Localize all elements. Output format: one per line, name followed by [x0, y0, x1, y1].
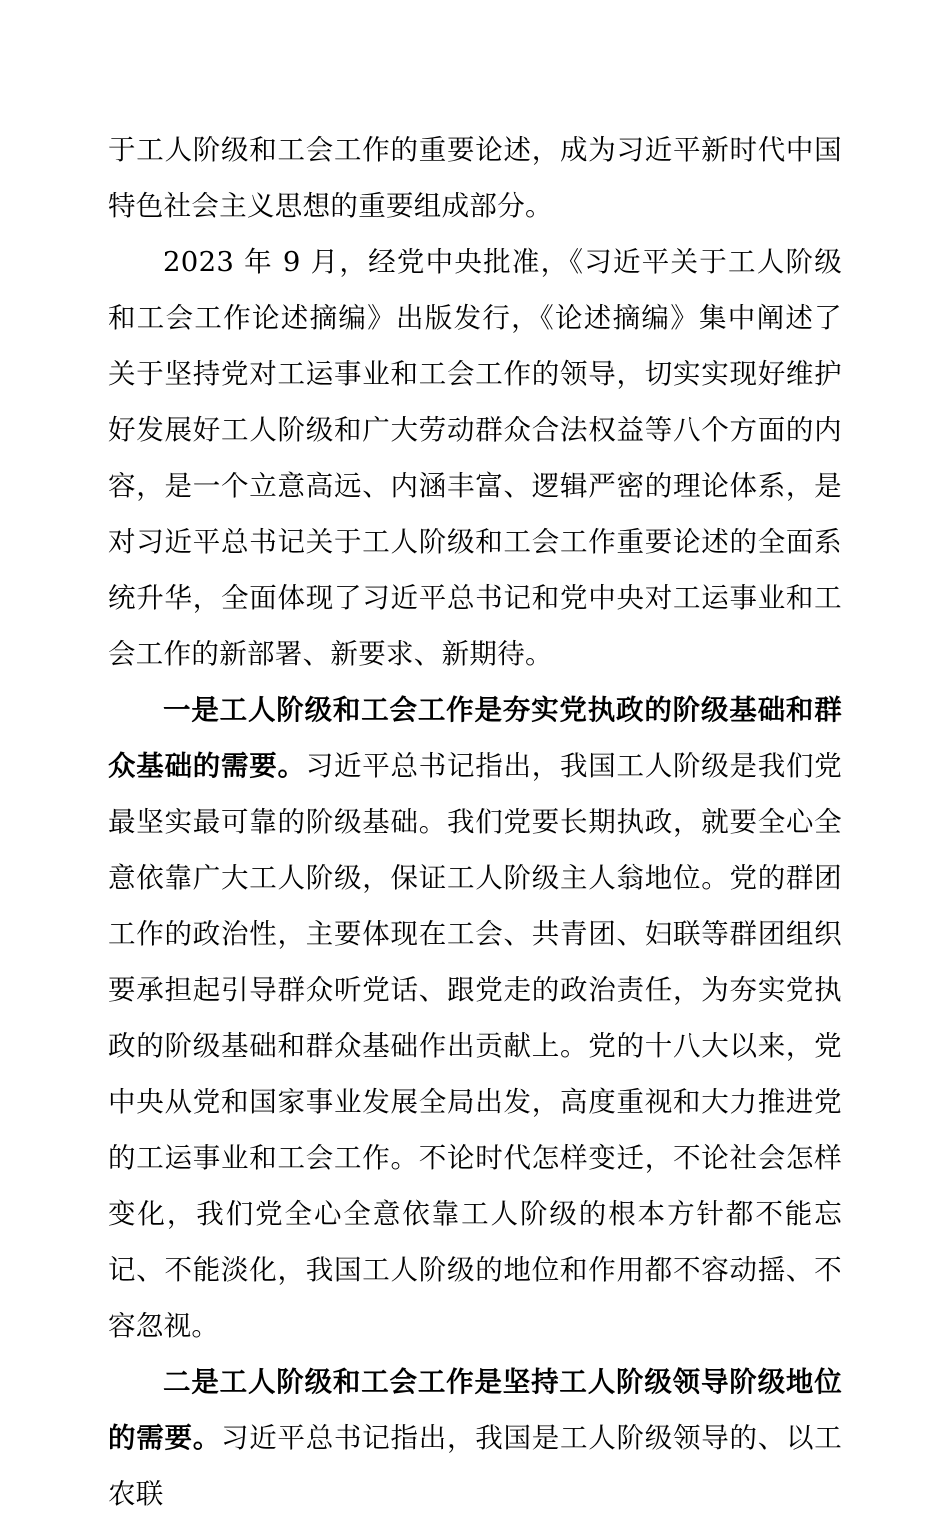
paragraph-text: 习近平总书记指出，我国工人阶级是我们党最坚实最可靠的阶级基础。我们党要长期执政，就要全心全意依靠广大工人阶级，保证工人阶级主人翁地位。党的群团工作的政治性，主要体现在工会、共青团、妇联等群团组织要承担起引导群众听党话、跟党走的政治责任，为夯实党执政的阶级基础和群众基础作出贡献上。党的十八大以来，党中央从党和国家事业发展全局出发，高度重视和大力推进党的工运事业和工会工作。不论时代怎样变迁，不论社会怎样变化，我们党全心全意依靠工人阶级的根本方针都不能忘记、不能淡化，我国工人阶级的地位和作用都不容动摇、不容忽视。 — [108, 750, 842, 1342]
paragraph-continued — [108, 122, 842, 234]
paragraph-bold-lead: 一是工人阶级和工会工作是夯实党执政的阶级基础和群众基础的需要。 — [108, 694, 842, 782]
paragraph-point-two — [108, 1354, 842, 1522]
document-body — [108, 122, 842, 1522]
paragraph-publication — [108, 234, 842, 682]
paragraph-text: 习近平总书记指出，我国是工人阶级领导的、以工农联 — [108, 1422, 842, 1510]
paragraph-bold-lead: 二是工人阶级和工会工作是坚持工人阶级领导阶级地位的需要。 — [108, 1366, 842, 1454]
paragraph-text: 于工人阶级和工会工作的重要论述，成为习近平新时代中国特色社会主义思想的重要组成部分。 — [108, 134, 842, 222]
paragraph-point-one — [108, 682, 842, 1354]
paragraph-text: 2023 年 9 月，经党中央批准，《习近平关于工人阶级和工会工作论述摘编》出版发行，《论述摘编》集中阐述了关于坚持党对工运事业和工会工作的领导，切实实现好维护好发展好工人阶级和广大劳动群众合法权益等八个方面的内容，是一个立意高远、内涵丰富、逻辑严密的理论体系，是对习近平总书记关于工人阶级和工会工作重要论述的全面系统升华，全面体现了习近平总书记和党中央对工运事业和工会工作的新部署、新要求、新期待。 — [108, 246, 842, 670]
